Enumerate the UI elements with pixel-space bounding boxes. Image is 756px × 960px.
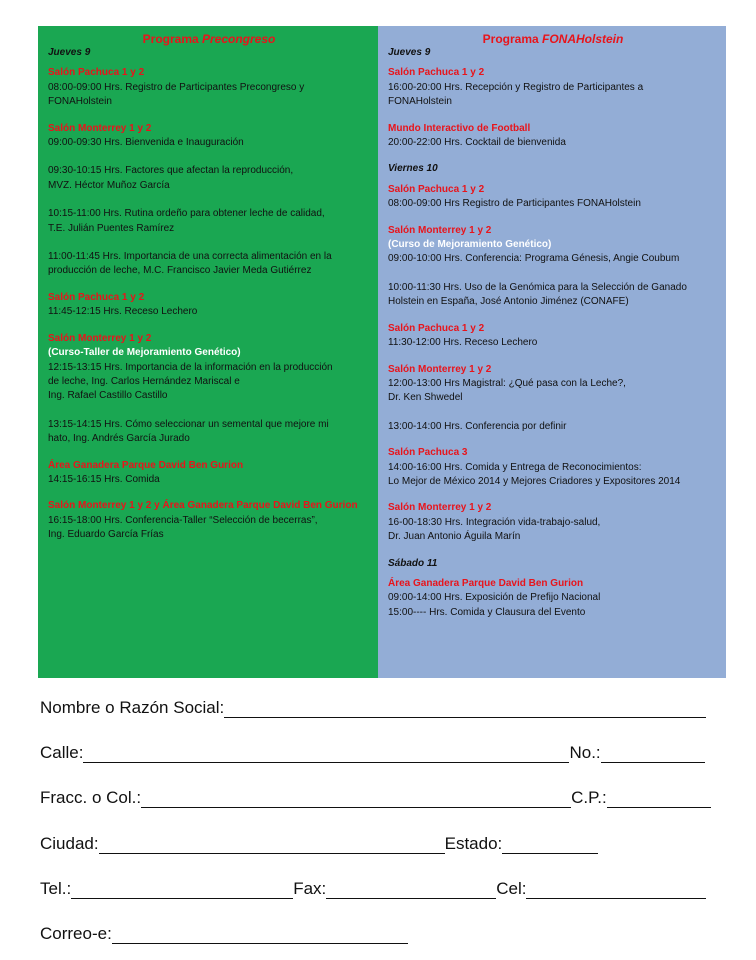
schedule-line: 14:15-16:15 Hrs. Comida [48, 473, 160, 485]
venue-name: Salón Monterrey 1 y 2 y Área Ganadera Parque David Ben Gurion [48, 500, 358, 512]
cp-field[interactable] [607, 789, 711, 808]
fracc-field[interactable] [141, 789, 571, 808]
venue-name: Salón Monterrey 1 y 2 [48, 122, 152, 134]
venue-name: Salón Monterrey 1 y 2 [48, 332, 152, 344]
cel-field[interactable] [526, 880, 706, 899]
spacer [388, 267, 718, 281]
schedule-block [48, 499, 370, 542]
spacer [388, 406, 718, 420]
correo-label: Correo-e: [40, 924, 112, 943]
schedule-block [388, 122, 718, 151]
title-name: Precongreso [202, 32, 276, 46]
schedule-line: hato, Ing. Andrés García Jurado [48, 433, 190, 445]
schedule-line: 14:00-16:00 Hrs. Comida y Entrega de Reconocimientos: [388, 461, 642, 473]
schedule-line: Lo Mejor de México 2014 y Mejores Criadores y Expositores 2014 [388, 475, 681, 487]
schedule-line: de leche, Ing. Carlos Hernández Mariscal e [48, 375, 240, 387]
precongreso-schedule [48, 66, 370, 542]
schedule-block [48, 291, 370, 320]
venue-name: Salón Pachuca 3 [388, 447, 468, 459]
schedule-line: 13:15-14:15 Hrs. Cómo seleccionar un semental que mejore mi [48, 418, 329, 430]
venue-name: Salón Pachuca 1 y 2 [388, 67, 485, 79]
schedule-block [388, 577, 718, 620]
day-label: Sábado 11 [388, 557, 438, 569]
no-field[interactable] [601, 744, 705, 763]
schedule-line: FONAHolstein [388, 96, 452, 108]
tel-field[interactable] [71, 880, 293, 899]
course-subtitle: (Curso de Mejoramiento Genético) [388, 239, 552, 251]
title-prefix: Programa [142, 32, 202, 46]
schedule-line: 10:15-11:00 Hrs. Rutina ordeño para obtener leche de calidad, [48, 208, 325, 220]
fax-field[interactable] [326, 880, 496, 899]
schedule-line: 16-00-18:30 Hrs. Integración vida-trabajo-salud, [388, 516, 601, 528]
schedule-block [388, 501, 718, 544]
schedule-block [388, 66, 718, 109]
schedule-block [388, 363, 718, 435]
spacer [48, 150, 370, 164]
schedule-line: 08:00-09:00 Hrs Registro de Participantes FONAHolstein [388, 198, 641, 210]
venue-name: Mundo Interactivo de Football [388, 122, 531, 134]
venue-name: Salón Monterrey 1 y 2 [388, 502, 492, 514]
venue-name: Salón Pachuca 1 y 2 [48, 67, 145, 79]
form-row-correo [40, 920, 408, 944]
estado-field[interactable] [502, 835, 598, 854]
day-label: Jueves 9 [388, 47, 431, 58]
day-schedule [388, 66, 718, 150]
schedule-line: 16:00-20:00 Hrs. Recepción y Registro de Participantes a [388, 81, 644, 93]
schedule-line: 16:15-18:00 Hrs. Conferencia-Taller “Selección de becerras”, [48, 514, 318, 526]
schedule-block [388, 446, 718, 489]
form-row-fracc [40, 784, 711, 808]
title-prefix: Programa [482, 32, 542, 46]
ciudad-field[interactable] [99, 835, 445, 854]
schedule-line: 13:00-14:00 Hrs. Conferencia por definir [388, 420, 567, 432]
course-subtitle: (Curso-Taller de Mejoramiento Genético) [48, 347, 241, 359]
schedule-line: 08:00-09:00 Hrs. Registro de Participantes Precongreso y [48, 81, 305, 93]
spacer [48, 236, 370, 250]
schedule-line: 12:15-13:15 Hrs. Importancia de la información en la producción [48, 361, 333, 373]
schedule-line: 11:00-11:45 Hrs. Importancia de una correcta alimentación en la [48, 251, 332, 263]
form-row-calle [40, 739, 705, 763]
nombre-field[interactable] [224, 699, 706, 718]
schedule-line: 12:00-13:00 Hrs Magistral: ¿Qué pasa con la Leche?, [388, 377, 626, 389]
schedule-line: 20:00-22:00 Hrs. Cocktail de bienvenida [388, 137, 566, 149]
spacer [48, 404, 370, 418]
correo-field[interactable] [112, 925, 408, 944]
cp-label: C.P.: [571, 788, 607, 807]
schedule-block [388, 322, 718, 351]
schedule-block [48, 122, 370, 279]
venue-name: Salón Pachuca 1 y 2 [388, 322, 485, 334]
calle-field[interactable] [83, 744, 569, 763]
schedule-block [48, 459, 370, 488]
schedule-line: MVZ. Héctor Muñoz García [48, 179, 170, 191]
schedule-block [388, 224, 718, 310]
venue-name: Área Ganadera Parque David Ben Gurion [48, 459, 244, 471]
venue-name: Salón Pachuca 1 y 2 [48, 291, 145, 303]
schedule-block [388, 183, 718, 212]
schedule-line: Ing. Rafael Castillo Castillo [48, 390, 168, 402]
schedule-line: T.E. Julián Puentes Ramírez [48, 222, 175, 234]
day-label: Viernes 10 [388, 163, 438, 175]
form-row-tel [40, 875, 706, 899]
form-row-nombre [40, 694, 706, 718]
fax-label: Fax: [293, 879, 327, 898]
schedule-line: Ing. Eduardo García Frías [48, 529, 164, 541]
form-row-ciudad [40, 830, 598, 854]
day-label: Jueves 9 [48, 47, 91, 58]
schedule-line: 09:00-10:00 Hrs. Conferencia: Programa Génesis, Angie Coubum [388, 253, 680, 265]
schedule-line: FONAHolstein [48, 96, 112, 108]
calle-label: Calle: [40, 743, 84, 762]
schedule-line: 09:30-10:15 Hrs. Factores que afectan la reproducción, [48, 165, 294, 177]
venue-name: Salón Pachuca 1 y 2 [388, 183, 485, 195]
venue-name: Salón Monterrey 1 y 2 [388, 224, 492, 236]
schedule-line: 09:00-09:30 Hrs. Bienvenida e Inauguración [48, 137, 244, 149]
program-table [38, 26, 726, 678]
schedule-line: 15:00---- Hrs. Comida y Clausura del Evento [388, 606, 586, 618]
spacer [48, 193, 370, 207]
no-label: No.: [569, 743, 601, 762]
schedule-line: 09:00-14:00 Hrs. Exposición de Prefijo Nacional [388, 592, 601, 604]
schedule-line: producción de leche, M.C. Francisco Javier Meda Gutiérrez [48, 265, 312, 277]
venue-name: Área Ganadera Parque David Ben Gurion [388, 577, 584, 589]
fonaholstein-schedule [388, 46, 718, 620]
schedule-block [48, 332, 370, 447]
schedule-line: 11:30-12:00 Hrs. Receso Lechero [388, 337, 538, 349]
schedule-line: Dr. Juan Antonio Águila Marín [388, 531, 521, 543]
day-schedule [388, 577, 718, 620]
fonaholstein-column [378, 26, 726, 678]
cel-label: Cel: [496, 879, 527, 898]
precongreso-column [38, 26, 378, 678]
fracc-label: Fracc. o Col.: [40, 788, 142, 807]
title-name: FONAHolstein [542, 32, 624, 46]
day-schedule [388, 183, 718, 545]
schedule-line: 10:00-11:30 Hrs. Uso de la Genómica para la Selección de Ganado [388, 281, 687, 293]
nombre-label: Nombre o Razón Social: [40, 698, 225, 717]
schedule-line: Holstein en España, José Antonio Jiménez (CONAFE) [388, 296, 629, 308]
ciudad-label: Ciudad: [40, 834, 99, 853]
schedule-line: 11:45-12:15 Hrs. Receso Lechero [48, 306, 198, 318]
tel-label: Tel.: [40, 879, 72, 898]
schedule-block [48, 66, 370, 109]
venue-name: Salón Monterrey 1 y 2 [388, 363, 492, 375]
schedule-line: Dr. Ken Shwedel [388, 392, 463, 404]
estado-label: Estado: [444, 834, 503, 853]
